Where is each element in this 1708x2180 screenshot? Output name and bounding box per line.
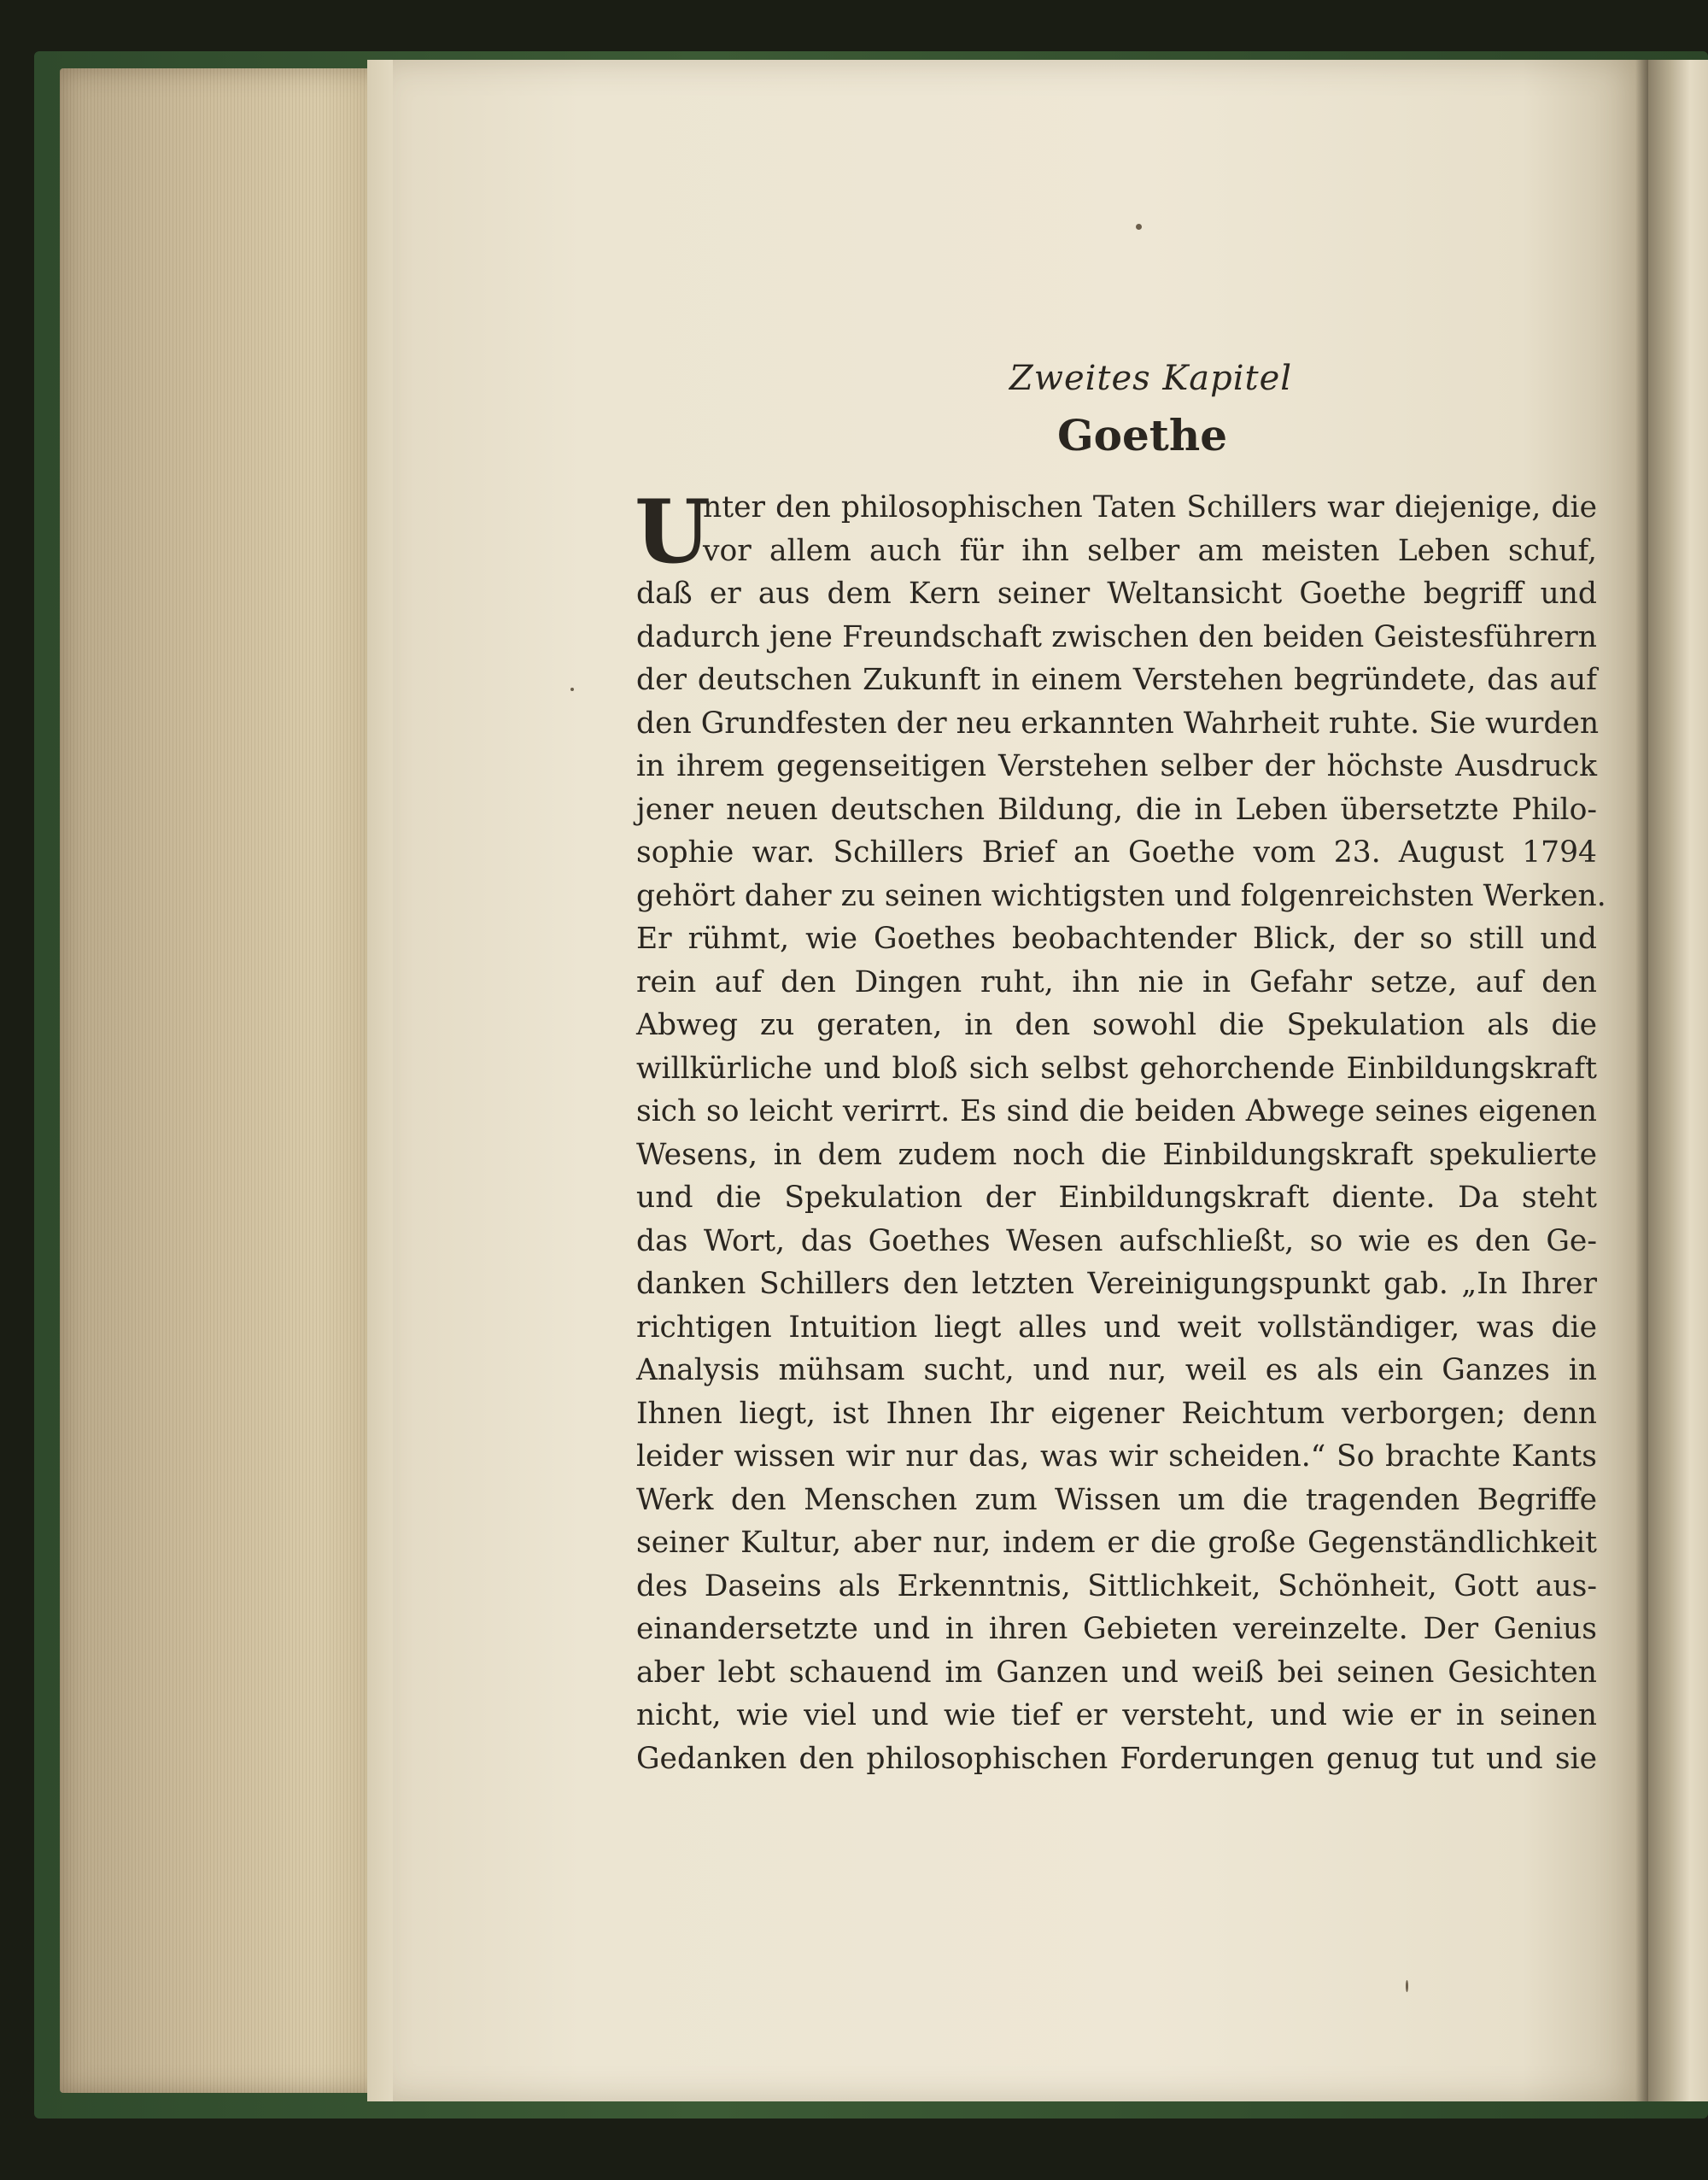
text-line: Werk den Menschen zum Wissen um die tragenden Begriffe	[636, 1482, 1597, 1517]
text-line: den Grundfesten der neu erkannten Wahrheit ruhte. Sie wurden	[636, 706, 1600, 741]
text-line: Gedanken den philosophischen Forderungen genug tut und sie	[636, 1741, 1597, 1776]
page-block-edges	[60, 68, 384, 2093]
text-line: dadurch jene Freundschaft zwischen den beiden Geistesführern	[636, 619, 1597, 654]
text-line: nter den philosophischen Taten Schillers war diejenige, die	[703, 490, 1597, 524]
paper-speck	[1406, 1980, 1408, 1992]
paper-speck	[1136, 224, 1142, 230]
text-line: daß er aus dem Kern seiner Weltansicht Goethe begriff und	[636, 577, 1597, 611]
text-line: vor allem auch für ihn selber am meisten Leben schuf,	[703, 533, 1597, 568]
text-line: einandersetzte und in ihren Gebieten vereinzelte. Der Genius	[636, 1612, 1597, 1646]
chapter-heading: Zweites Kapitel	[1009, 359, 1293, 398]
text-line: jener neuen deutschen Bildung, die in Leben übersetzte Philo-	[636, 792, 1597, 827]
text-line: gehört daher zu seinen wichtigsten und folgenreichsten Werken.	[636, 878, 1606, 913]
paper-speck	[570, 688, 574, 691]
text-line: sich so leicht verirrt. Es sind die beiden Abwege seines eigenen	[636, 1094, 1597, 1128]
text-line: willkürliche und bloß sich selbst gehorchende Einbildungskraft	[636, 1051, 1597, 1086]
text-line: aber lebt schauend im Ganzen und weiß bei seinen Gesichten	[636, 1655, 1597, 1690]
text-line: danken Schillers den letzten Vereinigungspunkt gab. „In Ihrer	[636, 1267, 1597, 1301]
chapter-title: Goethe	[1056, 410, 1228, 460]
text-line: seiner Kultur, aber nur, indem er die große Gegenständlichkeit	[636, 1526, 1597, 1560]
drop-cap: U	[635, 481, 711, 583]
text-line: nicht, wie viel und wie tief er versteht, und wie er in seinen	[636, 1698, 1597, 1732]
text-line: Abweg zu geraten, in den sowohl die Spekulation als die	[636, 1008, 1597, 1042]
text-line: des Daseins als Erkenntnis, Sittlichkeit, Schönheit, Gott aus-	[636, 1568, 1597, 1603]
text-line: sophie war. Schillers Brief an Goethe vom 23. August 1794	[636, 835, 1597, 870]
text-line: in ihrem gegenseitigen Verstehen selber der höchste Ausdruck	[636, 749, 1597, 783]
text-line: das Wort, das Goethes Wesen aufschließt, so wie es den Ge-	[636, 1223, 1597, 1258]
text-line: Wesens, in dem zudem noch die Einbildungskraft spekulierte	[636, 1137, 1597, 1172]
text-line: leider wissen wir nur das, was wir scheiden.“ So brachte Kants	[636, 1439, 1597, 1474]
facing-page-edge	[1648, 60, 1708, 2101]
text-line: Er rühmt, wie Goethes beobachtender Blick, der so still und	[636, 922, 1597, 956]
body-paragraph	[635, 481, 1606, 1780]
page-text-block	[635, 359, 1606, 1780]
text-line: und die Spekulation der Einbildungskraft diente. Da steht	[636, 1181, 1597, 1215]
text-line: Analysis mühsam sucht, und nur, weil es als ein Ganzes in	[636, 1353, 1597, 1387]
text-line: richtigen Intuition liegt alles und weit vollständiger, was die	[636, 1310, 1597, 1345]
text-line: der deutschen Zukunft in einem Verstehen begründete, das auf	[636, 663, 1597, 697]
dropcap-block	[635, 481, 1597, 583]
text-line: rein auf den Dingen ruht, ihn nie in Gefahr setze, auf den	[636, 964, 1597, 999]
text-line: Ihnen liegt, ist Ihnen Ihr eigener Reichtum verborgen; denn	[636, 1396, 1597, 1431]
